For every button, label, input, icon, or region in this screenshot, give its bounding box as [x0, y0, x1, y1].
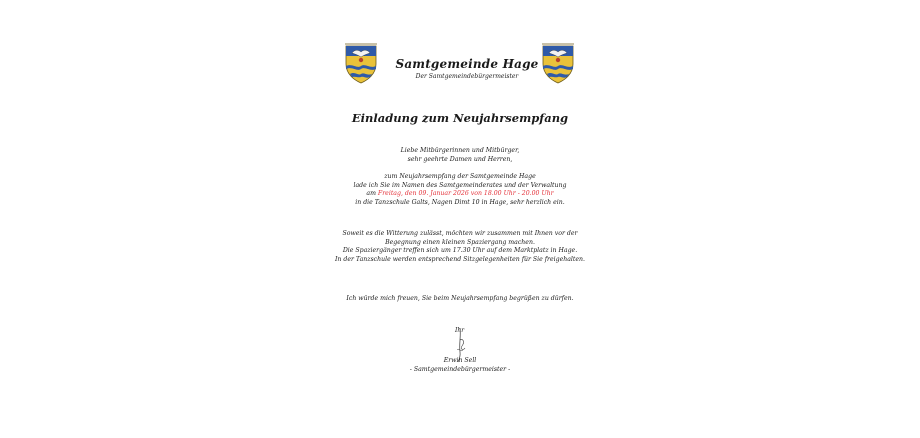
greeting-paragraph [0, 147, 920, 164]
closing-line: Ich würde mich freuen, Sie beim Neujahrsempfang begrüßen zu dürfen. [346, 295, 574, 302]
letterhead-title: Samtgemeinde Hage [395, 57, 539, 71]
walk-line: In der Tanzschule werden entsprechend Sitzgelegenheiten für Sie freigehalten. [334, 255, 586, 263]
signer-role: - Samtgemeindebürgermeister - [409, 365, 511, 373]
walk-paragraph [0, 230, 920, 264]
event-date: Freitag, den 09. Januar 2026 von 18.00 Uhr - 20.00 Uhr [377, 190, 554, 198]
walk-line: Begegnung einen kleinen Spaziergang machen. [385, 238, 535, 246]
invite-date-prefix: am [366, 190, 376, 198]
invite-line: lade ich Sie im Namen des Samtgemeinderates und der Verwaltung [353, 181, 567, 189]
signature-salutation: Ihr [455, 327, 465, 334]
document-title: Einladung zum Neujahrsempfang [351, 111, 569, 125]
invite-line: zum Neujahrsempfang der Samtgemeinde Hage [384, 173, 536, 180]
greeting-line: Liebe Mitbürgerinnen und Mitbürger, [400, 147, 520, 154]
walk-line: Soweit es die Witterung zulässt, möchten wir zusammen mit Ihnen vor der [342, 230, 578, 237]
invite-line: in die Tanzschule Galts, Nagen Dimt 10 in Hage, sehr herzlich ein. [355, 198, 565, 206]
signer-name: Erwin Sell [443, 357, 477, 364]
closing-paragraph [0, 295, 920, 304]
greeting-line: sehr geehrte Damen und Herren, [407, 155, 513, 163]
invite-date-line [0, 190, 920, 199]
signer-block [0, 357, 920, 375]
walk-line: Die Spaziergänger treffen sich um 17.30 Uhr auf dem Marktplatz in Hage. [342, 247, 578, 255]
invitation-paragraph [0, 173, 920, 207]
letterhead-subtitle: Der Samtgemeindebürgermeister [415, 73, 519, 80]
